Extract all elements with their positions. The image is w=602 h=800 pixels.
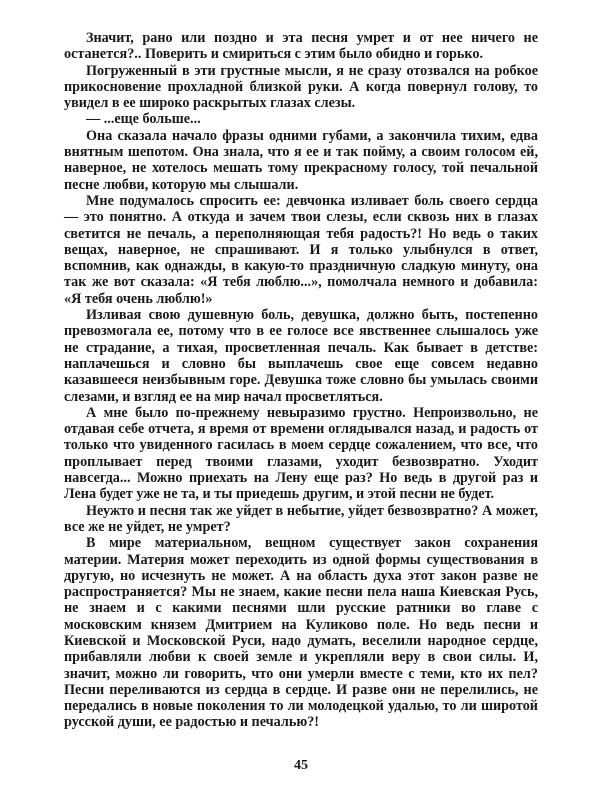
paragraph: — ...еще больше... — [86, 111, 201, 128]
paragraph: Она сказала начало фразы одними губами, а закончила тихим, едва внятным шепотом. Она знала, что я ее и так пойму, а своим голосом ей, наверное, не хотелось мешать тому прекрасному голосу, той печальной песне любви, которую мы слышали. — [64, 127, 538, 193]
paragraph: Погруженный в эти грустные мысли, я не сразу отозвался на робкое прикосновение прохладной близкой руки. А когда повернул голову, то увидел в ее широко раскрытых глазах слезы. — [64, 62, 538, 112]
paragraph: Изливая свою душевную боль, девушка, должно быть, постепенно превозмогала ее, потому что в ее голосе все явственнее слышалось уже не страдание, а тихая, просветленная печаль. Как бывает в детстве: наплачешься и словно бы выплачешь свое еще совсем недавно казавшееся неизбывным горе. Девушка тоже словно бы умылась своими слезами, и взгляд ее на мир начал просветляться. — [64, 307, 538, 405]
paragraph: Неужто и песня так же уйдет в небытие, уйдет безвозвратно? А может, все же не уйдет, не умрет? — [64, 502, 538, 535]
paragraph: Мне подумалось спросить ее: девчонка изливает боль своего сердца — это понятно. А откуда и зачем твои слезы, если сквозь них в глазах светится не печаль, а переполняющая тебя радость?! Но ведь о таких вещах, наверное, не спрашивают. И я только улыбнулся в ответ, вспомнив, как однажды, в какую-то праздничную сладкую минуту, она так же вот сказала: «Я тебя люблю...», помолчала немного и добавила: «Я тебя очень люблю!» — [64, 192, 538, 307]
page-number: 45 — [294, 758, 308, 773]
page-text — [64, 30, 538, 731]
paragraph: Значит, рано или поздно и эта песня умрет и от нее ничего не останется?.. Поверить и смириться с этим было обидно и горько. — [64, 30, 538, 63]
paragraph: А мне было по-прежнему невыразимо грустно. Непроизвольно, не отдавая себе отчета, я время от времени оглядывался назад, и радость от только что увиденного гасилась в моем сердце сожалением, что все, что проплывает перед твоими глазами, уходит безвозвратно. Уходит навсегда... Можно приехать на Лену еще раз? Но ведь в другой раз и Лена будет уже не та, и ты приедешь другим, и этой песни не будет. — [64, 404, 538, 503]
paragraph: В мире материальном, вещном существует закон сохранения материи. Материя может переходить из одной формы существования в другую, но исчезнуть не может. А на область духа этот закон разве не распространяется? Мы не знаем, какие песни пела наша Киевская Русь, не знаем и с какими песнями шли русские ратники во главе с московским князем Дмитрием на Куликово поле. Но ведь песни и Киевской и Московской Руси, надо думать, веселили народное сердце, прибавляли любви к своей земле и укрепляли веру в свои силы. И, значит, можно ли говорить, что они умерли вместе с теми, кто их пел? Песни переливаются из сердца в сердце. И разве они не перелились, не передались в новые поколения то ли молодецкой удалью, то ли широтой русской души, ее радостью и печалью?! — [64, 535, 538, 731]
